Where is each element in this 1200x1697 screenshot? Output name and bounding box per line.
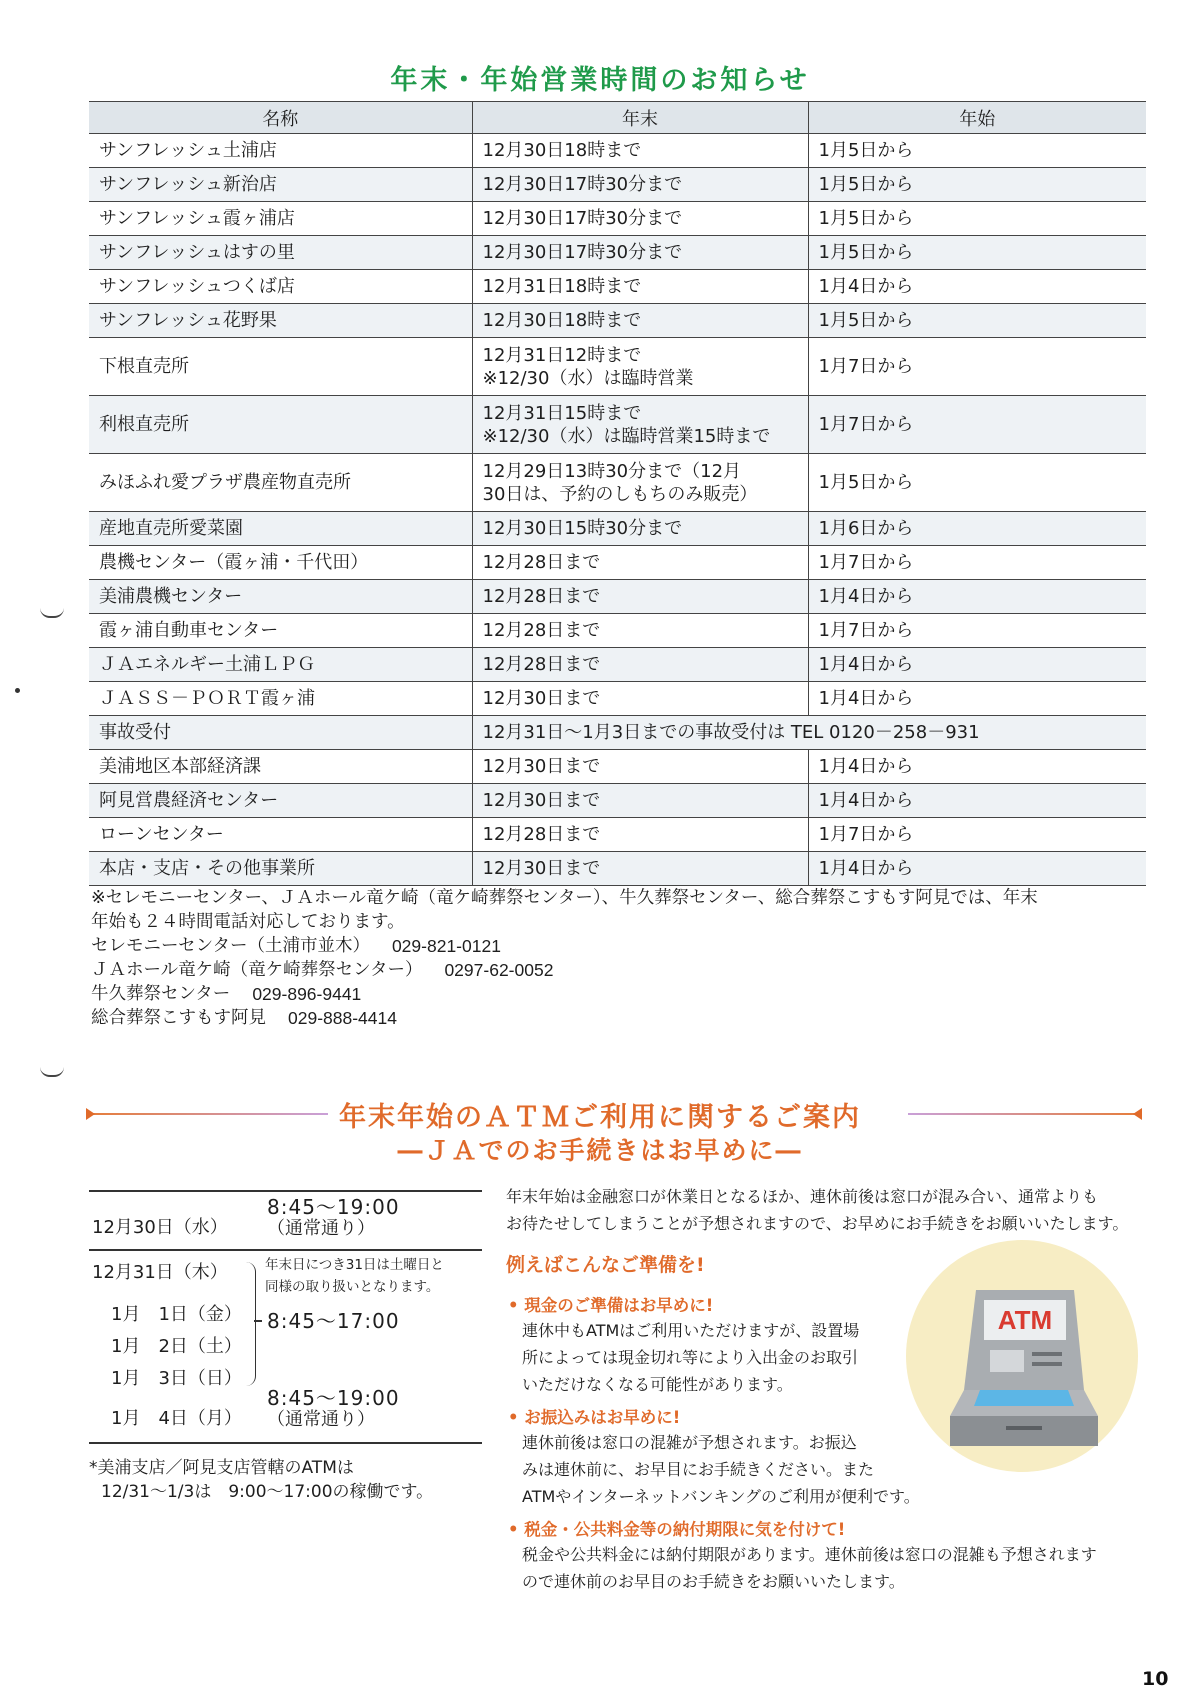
- atm-machine-icon: [906, 1240, 1138, 1472]
- cell-name: 下根直売所: [89, 338, 472, 396]
- time-value: 8:45～19:00: [267, 1195, 400, 1219]
- table-row: [89, 454, 1146, 512]
- cell-line: 12月28日まで: [482, 586, 601, 607]
- tip-line: 税金や公共料金には納付期限があります。連休前後は窓口の混雑も予想されます: [522, 1545, 1097, 1564]
- cell-new-year: 1月5日から: [808, 304, 1146, 338]
- cell-new-year: 1月7日から: [808, 338, 1146, 396]
- cell-line: 12月28日まで: [482, 552, 601, 573]
- cell-line: 12月30日18時まで: [482, 140, 642, 161]
- cell-line: 12月30日17時30分まで: [482, 242, 683, 263]
- tip-line: ATMやインターネットバンキングのご利用が便利です。: [522, 1487, 920, 1506]
- cell-new-year: 1月5日から: [808, 236, 1146, 270]
- cell-line: 12月30日まで: [482, 790, 601, 811]
- contact-name: セレモニーセンター（土浦市並木）: [91, 936, 370, 956]
- brace: [242, 1262, 256, 1386]
- cell-year-end: [472, 818, 808, 852]
- schedule-note: [265, 1254, 444, 1298]
- cell-new-year: 1月7日から: [808, 818, 1146, 852]
- tip-heading: • 税金・公共料金等の納付期限に気を付けて!: [508, 1520, 846, 1539]
- cell-name: サンフレッシュ新治店: [89, 168, 472, 202]
- business-hours-table: [89, 101, 1146, 886]
- cell-new-year: 1月5日から: [808, 168, 1146, 202]
- schedule-date: 12月30日（水）: [92, 1217, 228, 1238]
- schedule-time: [267, 1387, 400, 1431]
- time-value: 8:45～17:00: [267, 1309, 400, 1333]
- cell-year-end: [472, 304, 808, 338]
- cell-year-end: [472, 682, 808, 716]
- cell-year-end: [472, 580, 808, 614]
- cell-new-year: 1月4日から: [808, 750, 1146, 784]
- header-year-end: 年末: [472, 102, 808, 134]
- table-row: [89, 396, 1146, 454]
- cell-new-year: 1月5日から: [808, 454, 1146, 512]
- binder-hole-mark: [40, 608, 64, 618]
- cell-year-end: [472, 168, 808, 202]
- table-row: [89, 236, 1146, 270]
- cell-name: 霞ヶ浦自動車センター: [89, 614, 472, 648]
- table-row: [89, 168, 1146, 202]
- tip-line: みは連休前に、お早目にお手続きください。また: [522, 1460, 875, 1479]
- schedule-date: 1月 1日（金）: [111, 1304, 242, 1325]
- cell-name: ＪＡエネルギー土浦ＬＰＧ: [89, 648, 472, 682]
- contact-row: [91, 982, 1151, 1006]
- cell-new-year: 1月7日から: [808, 546, 1146, 580]
- table-row: [89, 546, 1146, 580]
- intro-line: 年末年始は金融窓口が休業日となるほか、連休前後は窓口が混み合い、通常よりも: [506, 1187, 1099, 1206]
- table-row: [89, 580, 1146, 614]
- contact-phone: 0297-62-0052: [444, 960, 554, 980]
- cell-name: 本店・支店・その他事業所: [89, 852, 472, 886]
- schedule-date: 1月 3日（日）: [111, 1368, 242, 1389]
- cell-line: 12月31日18時まで: [482, 276, 642, 297]
- table-row: [89, 512, 1146, 546]
- cell-name: サンフレッシュはすの里: [89, 236, 472, 270]
- atm-section-title: 年末年始のＡＴＭご利用に関するご案内: [339, 1102, 861, 1133]
- note-line: 年末日につき31日は土曜日と: [265, 1257, 444, 1273]
- cell-year-end: [472, 338, 808, 396]
- atm-intro: [506, 1183, 1146, 1237]
- header-new-year: 年始: [808, 102, 1146, 134]
- cell-line: 12月31日15時まで: [482, 402, 642, 424]
- note-line: 12/31～1/3は 9:00～17:00の稼働です。: [101, 1482, 434, 1502]
- table-row: [89, 134, 1146, 168]
- tip-heading: • 現金のご準備はお早めに!: [508, 1296, 714, 1315]
- cell-year-end: [472, 134, 808, 168]
- cell-new-year: 1月7日から: [808, 614, 1146, 648]
- cell-line: 12月30日17時30分まで: [482, 208, 683, 229]
- schedule-date: 12月31日（木）: [92, 1262, 228, 1283]
- cell-name: 利根直売所: [89, 396, 472, 454]
- cell-line: 12月30日18時まで: [482, 310, 642, 331]
- cell-line: 12月30日15時30分まで: [482, 518, 683, 539]
- cell-line: 12月30日17時30分まで: [482, 174, 683, 195]
- cell-line: 30日は、予約のしもちのみ販売）: [482, 483, 758, 505]
- cell-name: サンフレッシュつくば店: [89, 270, 472, 304]
- cell-line: 12月28日まで: [482, 620, 601, 641]
- table-row: [89, 614, 1146, 648]
- time-note: （通常通り）: [267, 1218, 375, 1239]
- cell-name: 美浦農機センター: [89, 580, 472, 614]
- contact-row: [91, 934, 1151, 958]
- tip-line: ので連休前のお早目のお手続きをお願いいたします。: [522, 1572, 905, 1591]
- atm-illustration: [906, 1240, 1138, 1472]
- note-line: *美浦支店／阿見支店管轄のATMは: [89, 1458, 354, 1478]
- contact-name: 総合葬祭こすもす阿見: [91, 1008, 266, 1028]
- tip-line: いただけなくなる可能性があります。: [522, 1375, 793, 1394]
- cell-merged: 12月31日～1月3日までの事故受付は TEL 0120－258－931: [472, 716, 1146, 750]
- brace-tip: [254, 1320, 262, 1322]
- tip-body: [522, 1429, 920, 1510]
- page-number: 10: [1142, 1668, 1169, 1690]
- table-row: [89, 818, 1146, 852]
- cell-line: 12月28日まで: [482, 824, 601, 845]
- contact-row: [91, 958, 1151, 982]
- cell-new-year: 1月4日から: [808, 852, 1146, 886]
- cell-line: 12月29日13時30分まで（12月: [482, 460, 742, 482]
- schedule-time: [267, 1196, 400, 1240]
- cell-new-year: 1月4日から: [808, 784, 1146, 818]
- examples-heading: 例えばこんなご準備を!: [506, 1254, 705, 1276]
- cell-new-year: 1月5日から: [808, 202, 1146, 236]
- cell-new-year: 1月4日から: [808, 270, 1146, 304]
- tip-body: [522, 1541, 1097, 1595]
- tip-line: 所によっては現金切れ等により入出金のお取引: [522, 1348, 859, 1367]
- cell-year-end: [472, 512, 808, 546]
- contact-row: [91, 1006, 1151, 1030]
- time-value: 8:45～19:00: [267, 1386, 400, 1410]
- time-note: （通常通り）: [267, 1409, 375, 1430]
- table-row: [89, 304, 1146, 338]
- cell-year-end: [472, 614, 808, 648]
- cell-new-year: 1月4日から: [808, 580, 1146, 614]
- cell-name: ローンセンター: [89, 818, 472, 852]
- notes-lead-2: 年始も２４時間電話対応しております。: [91, 912, 405, 932]
- cell-name: サンフレッシュ土浦店: [89, 134, 472, 168]
- cell-name: 阿見営農経済センター: [89, 784, 472, 818]
- note-line: 同様の取り扱いとなります。: [265, 1279, 440, 1295]
- header-name: 名称: [89, 102, 472, 134]
- cell-line: 12月30日まで: [482, 688, 601, 709]
- tip-line: 連休前後は窓口の混雑が予想されます。お振込: [522, 1433, 857, 1452]
- cell-year-end: [472, 852, 808, 886]
- cell-line: ※12/30（水）は臨時営業15時まで: [482, 425, 771, 447]
- tip-line: 連休中もATMはご利用いただけますが、設置場: [522, 1321, 860, 1340]
- table-row: [89, 338, 1146, 396]
- binder-hole-mark: [40, 1067, 64, 1077]
- cell-line: 12月28日まで: [482, 654, 601, 675]
- divider: [89, 1190, 482, 1192]
- cell-new-year: 1月5日から: [808, 134, 1146, 168]
- table-row: [89, 648, 1146, 682]
- cell-year-end: [472, 454, 808, 512]
- cell-new-year: 1月6日から: [808, 512, 1146, 546]
- cell-name: 美浦地区本部経済課: [89, 750, 472, 784]
- table-row: [89, 716, 1146, 750]
- tip-heading: • お振込みはお早めに!: [508, 1408, 681, 1427]
- table-row: [89, 202, 1146, 236]
- cell-name: サンフレッシュ花野果: [89, 304, 472, 338]
- contact-name: ＪＡホール竜ケ崎（竜ケ崎葬祭センター）: [91, 960, 423, 980]
- schedule-date: 1月 2日（土）: [111, 1336, 242, 1357]
- divider: [89, 1249, 482, 1251]
- cell-year-end: [472, 546, 808, 580]
- table-row: [89, 682, 1146, 716]
- page-title: 年末・年始営業時間のお知らせ: [390, 65, 810, 96]
- cell-line: 12月30日まで: [482, 858, 601, 879]
- cell-name: サンフレッシュ霞ヶ浦店: [89, 202, 472, 236]
- cell-year-end: [472, 750, 808, 784]
- intro-line: お待たせしてしまうことが予想されますので、お早めにお手続きをお願いいたします。: [506, 1214, 1129, 1233]
- atm-branch-note: [89, 1456, 433, 1504]
- tip-body: [522, 1317, 859, 1398]
- cell-new-year: 1月4日から: [808, 648, 1146, 682]
- table-row: [89, 852, 1146, 886]
- cell-year-end: [472, 202, 808, 236]
- schedule-date: 1月 4日（月）: [111, 1408, 242, 1429]
- table-header-row: [89, 102, 1146, 134]
- cell-line: 12月30日まで: [482, 756, 601, 777]
- cell-name: みほふれ愛プラザ農産物直売所: [89, 454, 472, 512]
- contact-phone: 029-821-0121: [391, 936, 501, 956]
- table-row: [89, 750, 1146, 784]
- cell-year-end: [472, 270, 808, 304]
- table-row: [89, 270, 1146, 304]
- contact-phone: 029-896-9441: [252, 984, 362, 1004]
- binder-dot: [15, 688, 20, 693]
- contact-phone: 029-888-4414: [288, 1008, 397, 1028]
- cell-name: 事故受付: [89, 716, 472, 750]
- contact-name: 牛久葬祭センター: [91, 984, 231, 1004]
- divider: [89, 1442, 482, 1444]
- atm-section-subtitle: ―ＪＡでのお手続きはお早めに―: [397, 1136, 803, 1165]
- cell-year-end: [472, 648, 808, 682]
- cell-new-year: 1月4日から: [808, 682, 1146, 716]
- cell-line: 12月31日12時まで: [482, 344, 642, 366]
- cell-year-end: [472, 236, 808, 270]
- notes-lead: ※セレモニーセンター、ＪＡホール竜ケ崎（竜ケ崎葬祭センター）、牛久葬祭センター、総合葬祭こすもす阿見では、年末: [91, 888, 1038, 908]
- atm-sign-label: ATM: [997, 1305, 1053, 1335]
- cell-line: ※12/30（水）は臨時営業: [482, 367, 694, 389]
- table-row: [89, 784, 1146, 818]
- cell-name: ＪＡＳＳ－ＰＯＲＴ霞ヶ浦: [89, 682, 472, 716]
- cell-name: 農機センター（霞ヶ浦・千代田）: [89, 546, 472, 580]
- cell-year-end: [472, 396, 808, 454]
- cell-name: 産地直売所愛菜園: [89, 512, 472, 546]
- cell-new-year: 1月7日から: [808, 396, 1146, 454]
- funeral-notes: [91, 886, 1151, 1030]
- cell-year-end: [472, 784, 808, 818]
